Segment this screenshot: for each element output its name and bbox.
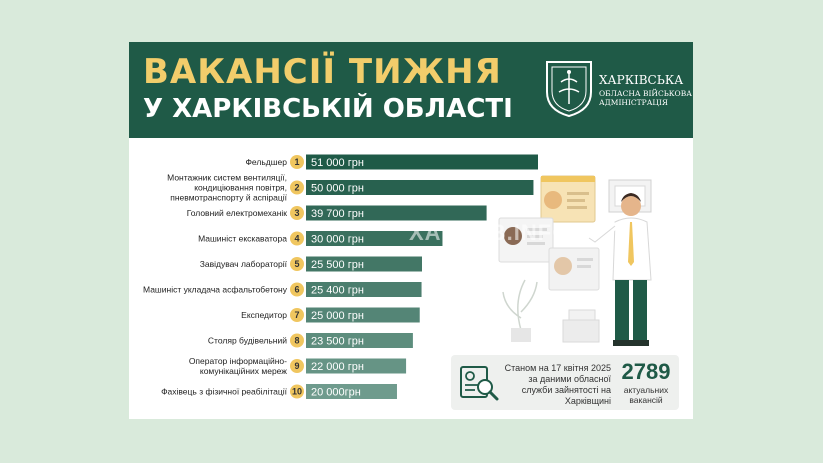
coat-of-arms-icon — [543, 58, 595, 118]
title-line-2: У ХАРКІВСЬКІЙ ОБЛАСТІ — [143, 94, 513, 124]
salary-value-label: 23 500 грн — [311, 335, 364, 348]
job-title-label — [245, 157, 287, 167]
job-title-label — [143, 285, 288, 295]
vacancy-count: 2789 — [621, 359, 671, 384]
cv-card-3 — [549, 248, 599, 290]
org-name: ХАРКІВСЬКА — [599, 73, 684, 87]
job-title-line: Оператор інформаційно- — [188, 356, 287, 366]
vacancy-count-label: актуальних вакансій — [623, 385, 669, 405]
salary-value-label: 50 000 грн — [311, 182, 364, 195]
job-title-label — [198, 234, 287, 244]
salary-value-label: 51 000 грн — [311, 157, 364, 169]
rank-number: 8 — [294, 335, 300, 346]
job-title-line: Фахівець з фізичної реабілітації — [161, 386, 287, 397]
org-subtitle-line-2: АДМІНІСТРАЦІЯ — [599, 98, 668, 107]
salary-value-label: 25 400 грн — [311, 284, 364, 297]
resume-search-icon — [459, 363, 499, 401]
job-title-label — [208, 336, 287, 346]
job-title-line: Машиніст укладача асфальтобетону — [143, 284, 287, 295]
rank-number: 7 — [294, 310, 300, 320]
job-title-line: пневмотранспорту й аспірації — [170, 192, 287, 203]
salary-value-label: 30 000 грн — [311, 233, 364, 246]
salary-value-label: 39 700 грн — [311, 208, 364, 220]
job-title-label — [241, 310, 287, 320]
job-title-line: комунікаційних мереж — [199, 366, 287, 376]
job-title-line: Фельдшер — [245, 157, 287, 167]
job-title-line: Столяр будівельний — [207, 335, 287, 346]
plant — [503, 280, 537, 330]
salary-value-label: 20 000грн — [311, 386, 361, 399]
job-title-line: кондиціювання повітря, — [194, 182, 287, 193]
job-title-label — [189, 356, 287, 376]
org-subtitle — [599, 89, 692, 107]
rank-number: 10 — [291, 386, 303, 397]
salary-value-label: 22 000 грн — [311, 361, 364, 373]
salary-bar-chart — [129, 138, 549, 399]
salary-value-label: 25 500 грн — [311, 259, 364, 271]
job-title-label — [187, 208, 288, 218]
infographic-card — [129, 42, 693, 419]
salary-value-label: 25 000 грн — [311, 310, 364, 322]
rank-number: 2 — [294, 182, 300, 193]
job-title-label — [200, 259, 288, 269]
cv-card-1 — [541, 176, 595, 222]
vacancy-summary-box — [451, 355, 679, 410]
rank-number: 6 — [294, 284, 300, 295]
title-line-1: ВАКАНСІЇ ТИЖНЯ — [143, 52, 502, 92]
watermark: ХАРКОВ.INFO — [409, 220, 571, 245]
office-worker-illustration — [491, 162, 691, 352]
org-subtitle-line-1: ОБЛАСНА ВІЙСЬКОВА — [599, 89, 692, 98]
job-title-line: Машиніст екскаватора — [198, 233, 287, 244]
rank-number: 1 — [294, 157, 300, 167]
job-title-line: Монтажник систем вентиляції, — [167, 172, 287, 183]
job-title-label — [167, 173, 287, 203]
data-source-note: Станом на 17 квітня 2025 за даними обласної служби зайнятості на Харківщині — [504, 363, 611, 406]
header-banner — [129, 42, 693, 138]
job-title-line: Завідувач лабораторії — [199, 259, 287, 269]
job-title-line: Головний електромеханік — [186, 208, 287, 218]
job-title-label — [161, 387, 288, 397]
rank-number: 3 — [294, 208, 300, 218]
rank-number: 4 — [294, 233, 300, 244]
rank-number: 9 — [294, 361, 300, 371]
job-title-line: Експедитор — [241, 310, 287, 320]
rank-number: 5 — [294, 259, 300, 269]
